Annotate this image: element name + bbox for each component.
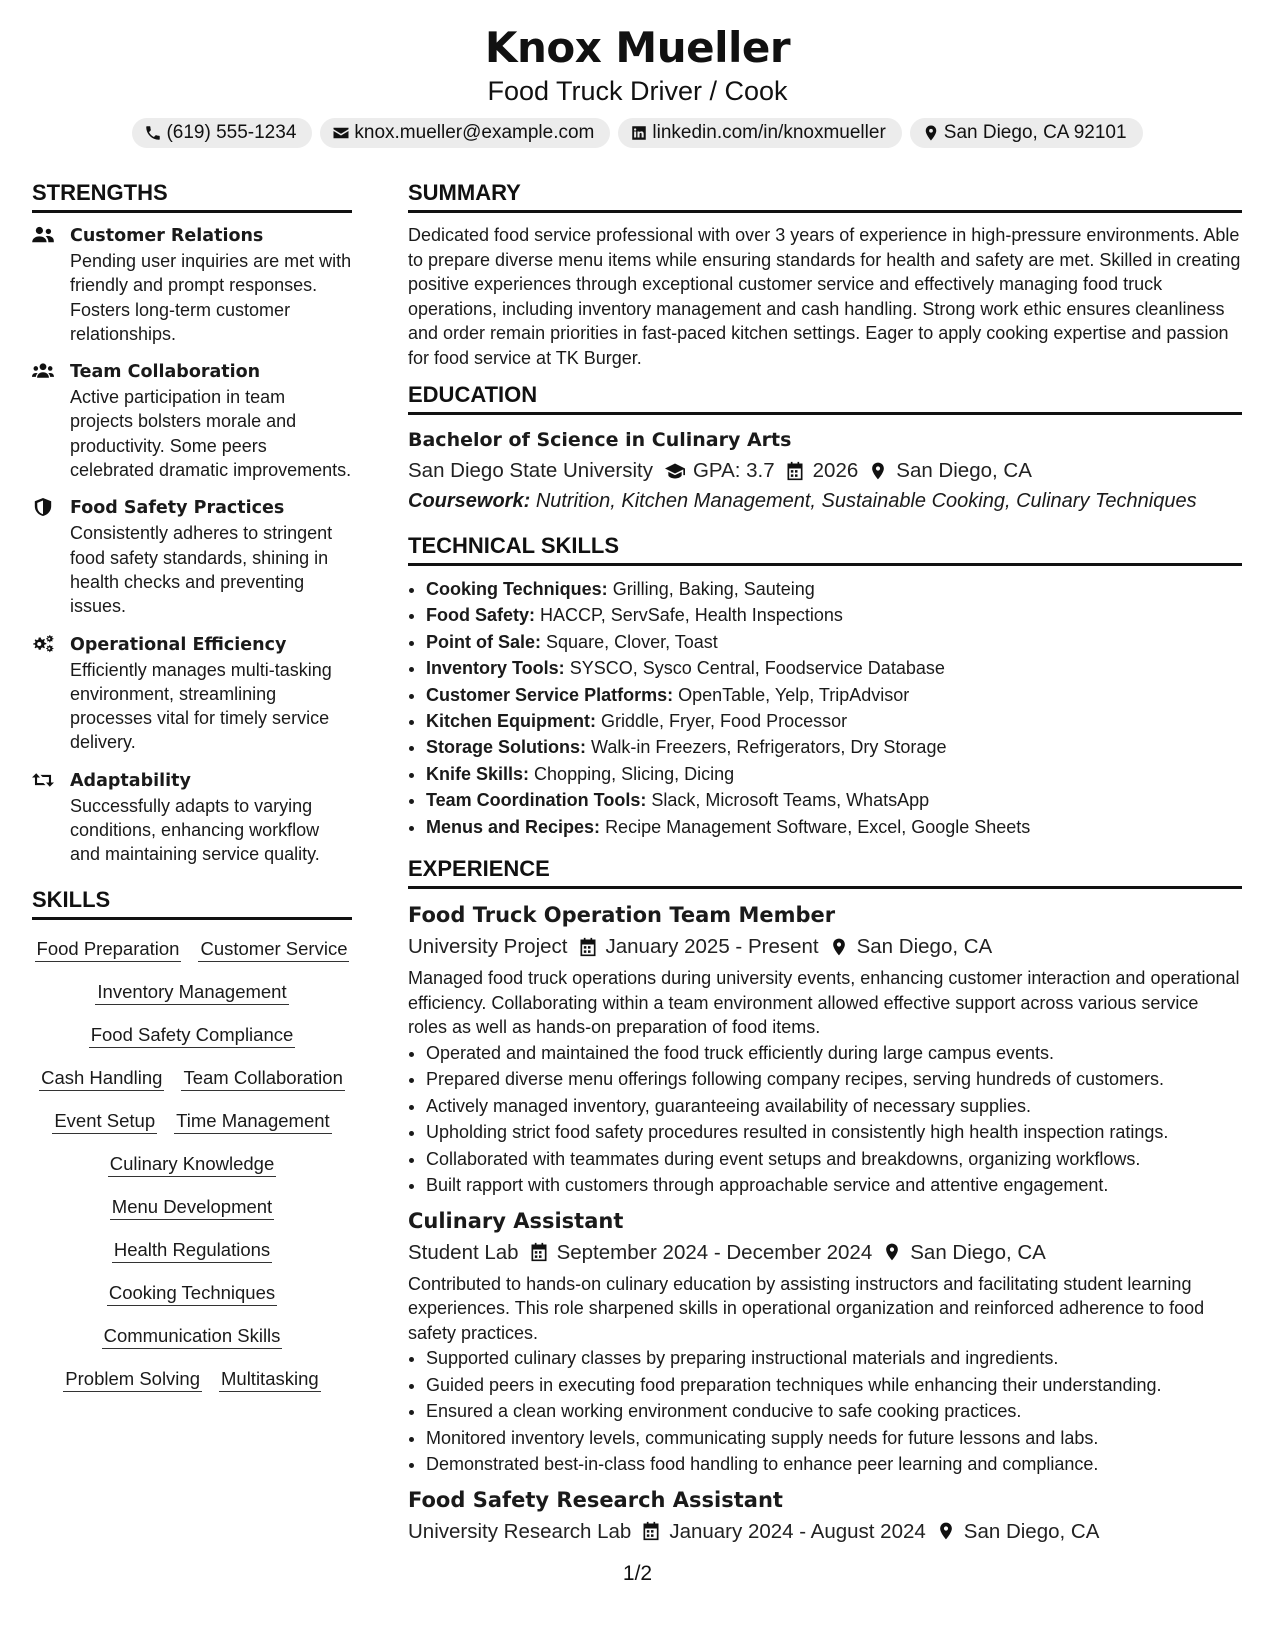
graduation-year: 2026 (812, 459, 859, 482)
candidate-name: Knox Mueller (484, 23, 791, 72)
list-item: • Demonstrated best-in-class food handling to enhance peer learning and compliance. (426, 1451, 1242, 1478)
list-item: • Operated and maintained the food truck efficiently during large campus events. (426, 1040, 1242, 1067)
list-item: • Upholding strict food safety procedures resulted in consistently high health inspection ratings. (426, 1119, 1242, 1146)
strength-item (32, 632, 352, 755)
list-item: • Monitored inventory levels, communicating supply needs for future lessons and labs. (426, 1425, 1242, 1452)
graduation-cap-icon (665, 461, 685, 481)
calendar-icon (578, 937, 598, 957)
school-name: San Diego State University (408, 459, 653, 482)
job-meta (408, 1516, 1242, 1547)
job-location: San Diego, CA (963, 1519, 1100, 1543)
strength-title: Food Safety Practices (70, 498, 285, 519)
list-item (426, 682, 1242, 708)
skill-values: SYSCO, Sysco Central, Foodservice Database (569, 658, 945, 679)
skill-tag: Health Regulations (112, 1237, 272, 1263)
list-item (426, 629, 1242, 655)
skills-heading: SKILLS (32, 885, 352, 920)
skill-tag: Time Management (174, 1108, 332, 1134)
map-pin-icon (868, 461, 888, 481)
job-title: Food Truck Operation Team Member (408, 903, 836, 928)
skill-tag: Menu Development (110, 1194, 274, 1220)
calendar-icon (641, 1521, 661, 1541)
job-description: Managed food truck operations during university events, enhancing customer interaction and operational efficiency. Collaborating within a team environment allowed effective support across various service roles as well as hands-on preparation of food items. (408, 968, 1240, 1038)
skill-tag: Event Setup (52, 1108, 157, 1134)
technical-skills-list (408, 576, 1242, 840)
skill-tag: Multitasking (219, 1366, 321, 1392)
strength-desc: Efficiently manages multi-tasking environment, streamlining processes vital for timely service delivery. (70, 659, 332, 753)
technical-skills-heading: TECHNICAL SKILLS (408, 531, 1242, 566)
summary-text: Dedicated food service professional with over 3 years of experience in high-pressure environments. Able to prepare diverse menu items while ensuring standards for health and safety are met. Skilled in creating positive experiences through exceptional customer service and effectively managing food truck operations, including inventory management and cash handling. Strong work ethic ensures cleanliness and order remain priorities in fast-paced kitchen settings. Eager to apply cooking expertise and passion for food service at TK Burger. (408, 225, 1241, 368)
list-item (426, 708, 1242, 734)
summary-heading: SUMMARY (408, 178, 1242, 213)
linkedin-link[interactable]: linkedin.com/in/knoxmueller (652, 122, 886, 143)
experience-entry (408, 899, 1242, 1199)
job-org: University Project (408, 935, 568, 959)
skill-category: Menus and Recipes: (426, 816, 601, 837)
skill-tag: Cooking Techniques (107, 1280, 277, 1306)
list-item (426, 576, 1242, 602)
strength-title: Team Collaboration (70, 362, 261, 383)
list-item (426, 761, 1242, 787)
envelope-icon (332, 124, 350, 142)
skill-category: Cooking Techniques: (426, 579, 608, 599)
list-item (426, 814, 1242, 840)
skill-values: Chopping, Slicing, Dicing (534, 763, 735, 784)
strength-title: Adaptability (70, 770, 191, 791)
strength-item (32, 223, 352, 346)
skill-category: Team Coordination Tools: (426, 790, 647, 811)
strength-item (32, 495, 352, 618)
left-column (32, 178, 352, 1392)
list-item: • Collaborated with teammates during event setups and breakdowns, organizing workflows. (426, 1146, 1242, 1173)
coursework-list: Nutrition, Kitchen Management, Sustainable Cooking, Culinary Techniques (535, 490, 1197, 512)
list-item (426, 602, 1242, 628)
experience-entry (408, 1205, 1242, 1478)
skill-category: Storage Solutions: (426, 737, 587, 758)
map-pin-icon (882, 1242, 902, 1262)
job-org: Student Lab (408, 1240, 519, 1264)
users-icon (32, 226, 54, 244)
phone-icon (144, 124, 162, 142)
list-item: • Prepared diverse menu offerings following company recipes, serving hundreds of customers. (426, 1066, 1242, 1093)
skill-category: Point of Sale: (426, 631, 542, 652)
retweet-icon (32, 771, 54, 789)
strength-item (32, 359, 352, 482)
skill-values: Recipe Management Software, Excel, Google Sheets (605, 816, 1031, 837)
job-title: Culinary Assistant (408, 1208, 624, 1233)
page-number: 1/2 (622, 1562, 653, 1585)
degree-title: Bachelor of Science in Culinary Arts (408, 429, 792, 451)
strength-title: Customer Relations (70, 226, 264, 246)
education-meta (408, 455, 1242, 486)
job-bullets (408, 1345, 1242, 1478)
strength-desc: Active participation in team projects bolsters morale and productivity. Some peers celebrated dramatic improvements. (70, 387, 352, 481)
strength-desc: Pending user inquiries are met with friendly and prompt responses. Fosters long-term customer relationships. (70, 251, 352, 344)
gpa-text: GPA: 3.7 (692, 459, 775, 482)
resume-header (0, 0, 1275, 148)
location-text: San Diego, CA 92101 (943, 122, 1127, 143)
phone-text: (619) 555-1234 (166, 122, 297, 143)
strengths-heading: STRENGTHS (32, 178, 352, 213)
candidate-title: Food Truck Driver / Cook (487, 76, 788, 106)
map-pin-icon (922, 124, 940, 142)
job-dates: September 2024 - December 2024 (556, 1240, 873, 1264)
skill-tag: Inventory Management (95, 979, 288, 1005)
coursework-label: Coursework: (408, 490, 531, 512)
experience-entry (408, 1484, 1242, 1547)
job-meta (408, 931, 1242, 962)
list-item: • Built rapport with customers through approachable service and attentive engagement. (426, 1172, 1242, 1199)
skill-values: Griddle, Fryer, Food Processor (601, 711, 848, 732)
contact-bar (0, 118, 1275, 148)
skill-category: Knife Skills: (426, 763, 530, 784)
skill-tag: Cash Handling (39, 1065, 164, 1091)
shield-icon (32, 498, 54, 516)
map-pin-icon (829, 937, 849, 957)
calendar-icon (785, 461, 805, 481)
skill-tag: Communication Skills (102, 1323, 283, 1349)
job-dates: January 2024 - August 2024 (669, 1519, 926, 1543)
skill-category: Food Safety: (426, 605, 536, 626)
skill-values: HACCP, ServSafe, Health Inspections (540, 605, 843, 626)
linkedin-icon (630, 124, 648, 142)
skill-values: Square, Clover, Toast (546, 631, 718, 652)
right-column (408, 178, 1242, 1547)
job-meta (408, 1237, 1242, 1268)
email-chip[interactable] (320, 118, 610, 148)
skill-values: OpenTable, Yelp, TripAdvisor (678, 684, 910, 705)
job-title: Food Safety Research Assistant (408, 1487, 783, 1512)
skill-tag: Team Collaboration (181, 1065, 344, 1091)
list-item: • Actively managed inventory, guaranteeing availability of necessary supplies. (426, 1093, 1242, 1120)
skill-values: Slack, Microsoft Teams, WhatsApp (651, 790, 930, 811)
job-bullets (408, 1040, 1242, 1199)
skill-category: Customer Service Platforms: (426, 684, 674, 705)
skill-category: Inventory Tools: (426, 658, 565, 679)
skill-values: Walk-in Freezers, Refrigerators, Dry Storage (591, 737, 947, 758)
location-chip (910, 118, 1143, 148)
gears-icon (32, 635, 54, 653)
job-location: San Diego, CA (910, 1240, 1046, 1264)
linkedin-chip[interactable] (618, 118, 901, 148)
experience-heading: EXPERIENCE (408, 854, 1242, 889)
list-item: • Supported culinary classes by preparing instructional materials and ingredients. (426, 1345, 1242, 1372)
strength-desc: Consistently adheres to stringent food safety standards, shining in health checks and preventing issues. (70, 523, 333, 617)
strength-title: Operational Efficiency (70, 634, 287, 655)
skills-cloud (32, 930, 352, 1392)
skill-values: Grilling, Baking, Sauteing (612, 579, 815, 599)
education-heading: EDUCATION (408, 380, 1242, 415)
list-item (426, 787, 1242, 813)
skill-tag: Food Safety Compliance (89, 1022, 296, 1048)
coursework-line (408, 486, 1242, 517)
calendar-icon (529, 1242, 549, 1262)
skill-tag: Problem Solving (63, 1366, 202, 1392)
strength-desc: Successfully adapts to varying conditions, enhancing workflow and maintaining service quality. (70, 795, 320, 865)
list-item: • Guided peers in executing food preparation techniques while enhancing their understanding. (426, 1372, 1242, 1399)
team-icon (32, 362, 54, 380)
skill-tag: Culinary Knowledge (108, 1151, 277, 1177)
skill-tag: Customer Service (198, 936, 349, 962)
email-link[interactable]: knox.mueller@example.com (354, 122, 595, 143)
job-org: University Research Lab (408, 1519, 632, 1543)
list-item (426, 655, 1242, 681)
map-pin-icon (936, 1521, 956, 1541)
skill-category: Kitchen Equipment: (426, 711, 596, 732)
list-item: • Ensured a clean working environment conducive to safe cooking practices. (426, 1398, 1242, 1425)
job-description: Contributed to hands-on culinary education by assisting instructors and facilitating student learning experiences. This role sharpened skills in operational organization and reinforced adherence to food safety practices. (408, 1273, 1205, 1343)
phone-chip (132, 118, 312, 148)
job-dates: January 2025 - Present (605, 935, 819, 959)
education-location: San Diego, CA (896, 459, 1032, 482)
list-item (426, 734, 1242, 760)
strength-item (32, 768, 352, 867)
job-location: San Diego, CA (856, 935, 993, 959)
skill-tag: Food Preparation (35, 936, 182, 962)
